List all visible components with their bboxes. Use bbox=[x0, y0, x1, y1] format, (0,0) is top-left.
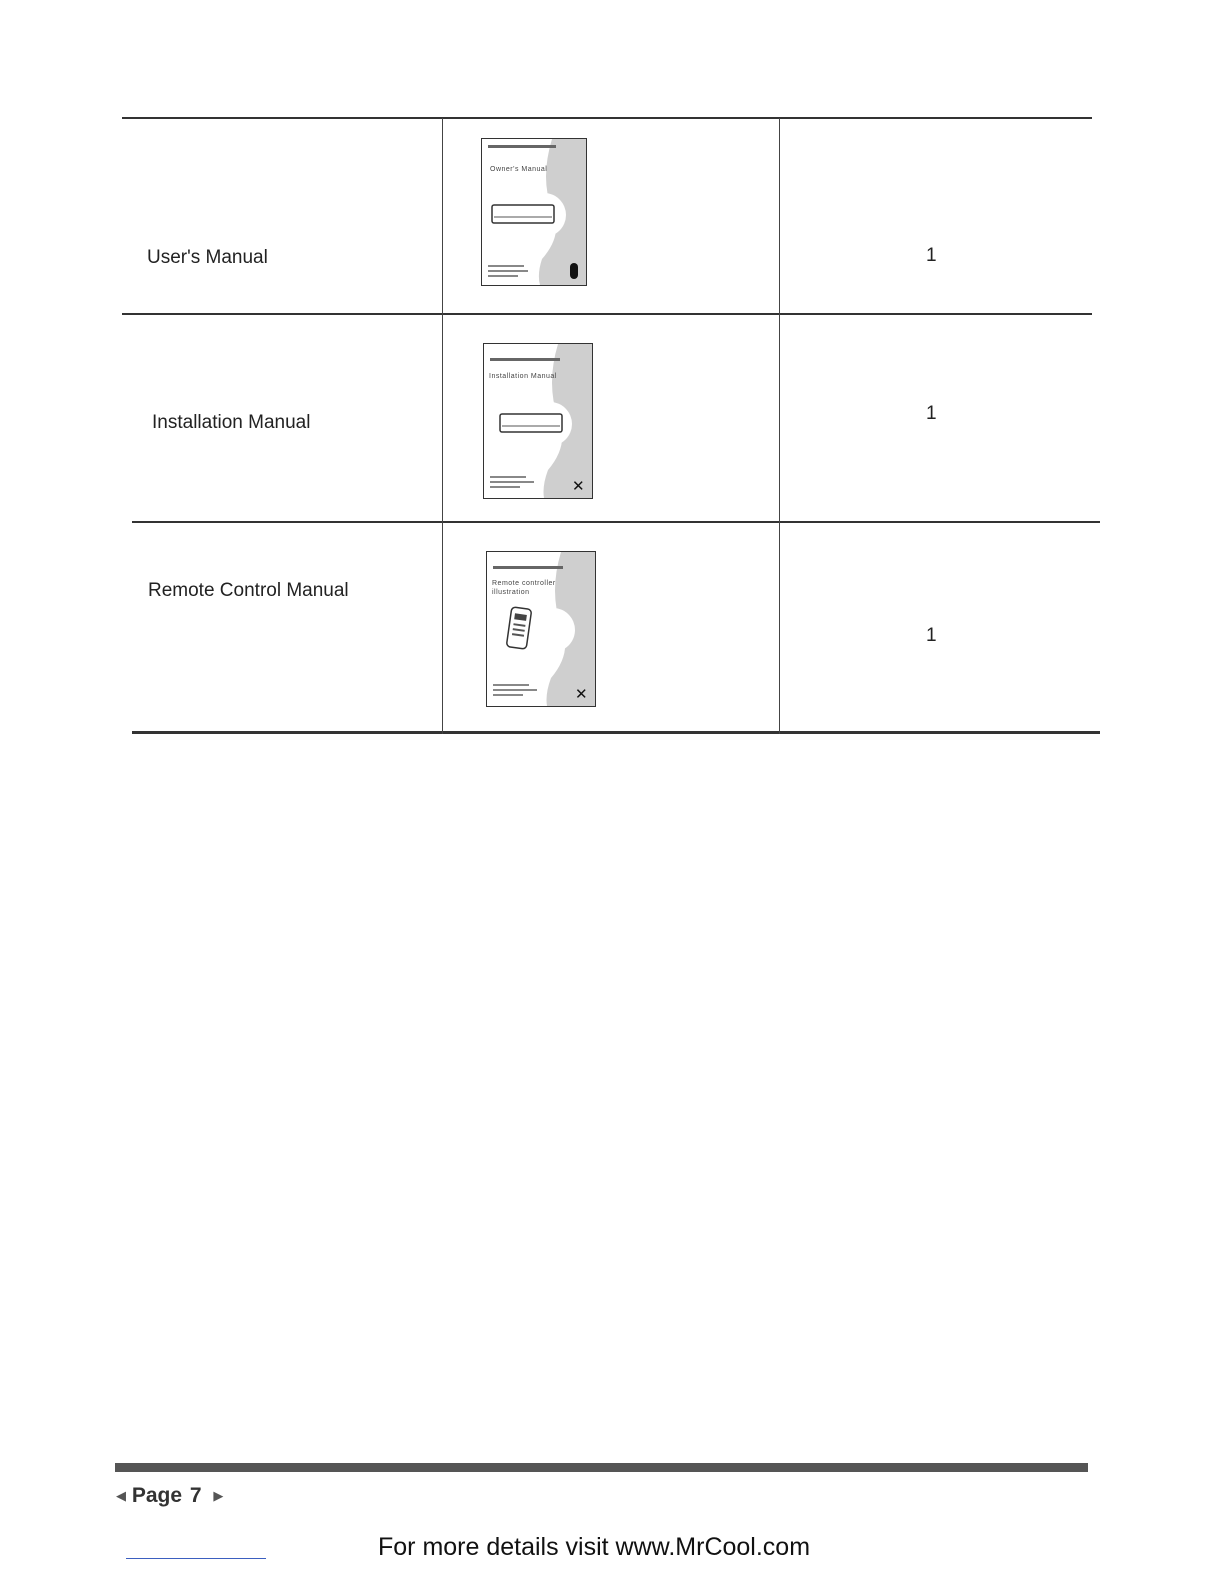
page-prefix: Page bbox=[131, 1484, 183, 1507]
snowflake-thermometer-icon bbox=[570, 263, 578, 279]
item-quantity: 1 bbox=[926, 625, 937, 646]
row-divider bbox=[132, 521, 1100, 523]
row-divider bbox=[122, 313, 1092, 315]
item-name-installation-manual: Installation Manual bbox=[152, 412, 311, 433]
footer-website-text[interactable]: For more details visit www.MrCool.com bbox=[378, 1533, 811, 1561]
table-top-rule bbox=[122, 117, 1092, 119]
triangle-right-icon[interactable]: ▶ bbox=[213, 1488, 224, 1503]
item-name-remote-control-manual: Remote Control Manual bbox=[148, 580, 349, 601]
page-number: 7 bbox=[189, 1484, 202, 1507]
column-divider bbox=[442, 118, 443, 734]
link-underline bbox=[126, 1558, 266, 1559]
triangle-left-icon[interactable]: ◀ bbox=[116, 1488, 126, 1503]
page-indicator bbox=[116, 1484, 223, 1508]
item-quantity: 1 bbox=[926, 245, 937, 266]
users-manual-thumbnail bbox=[481, 138, 587, 286]
close-icon: ✕ bbox=[575, 686, 588, 703]
thumbnail-title: Installation Manual bbox=[489, 373, 557, 380]
thumbnail-title: Remote controller illustration bbox=[492, 580, 556, 596]
footer-rule bbox=[115, 1463, 1088, 1472]
close-icon: ✕ bbox=[572, 478, 585, 495]
item-quantity: 1 bbox=[926, 403, 937, 424]
item-name-users-manual: User's Manual bbox=[147, 247, 268, 268]
column-divider bbox=[779, 118, 780, 734]
installation-manual-thumbnail bbox=[483, 343, 593, 499]
thumbnail-title: Owner's Manual bbox=[490, 166, 548, 173]
table-bottom-rule bbox=[132, 731, 1100, 734]
remote-control-manual-thumbnail bbox=[486, 551, 596, 707]
